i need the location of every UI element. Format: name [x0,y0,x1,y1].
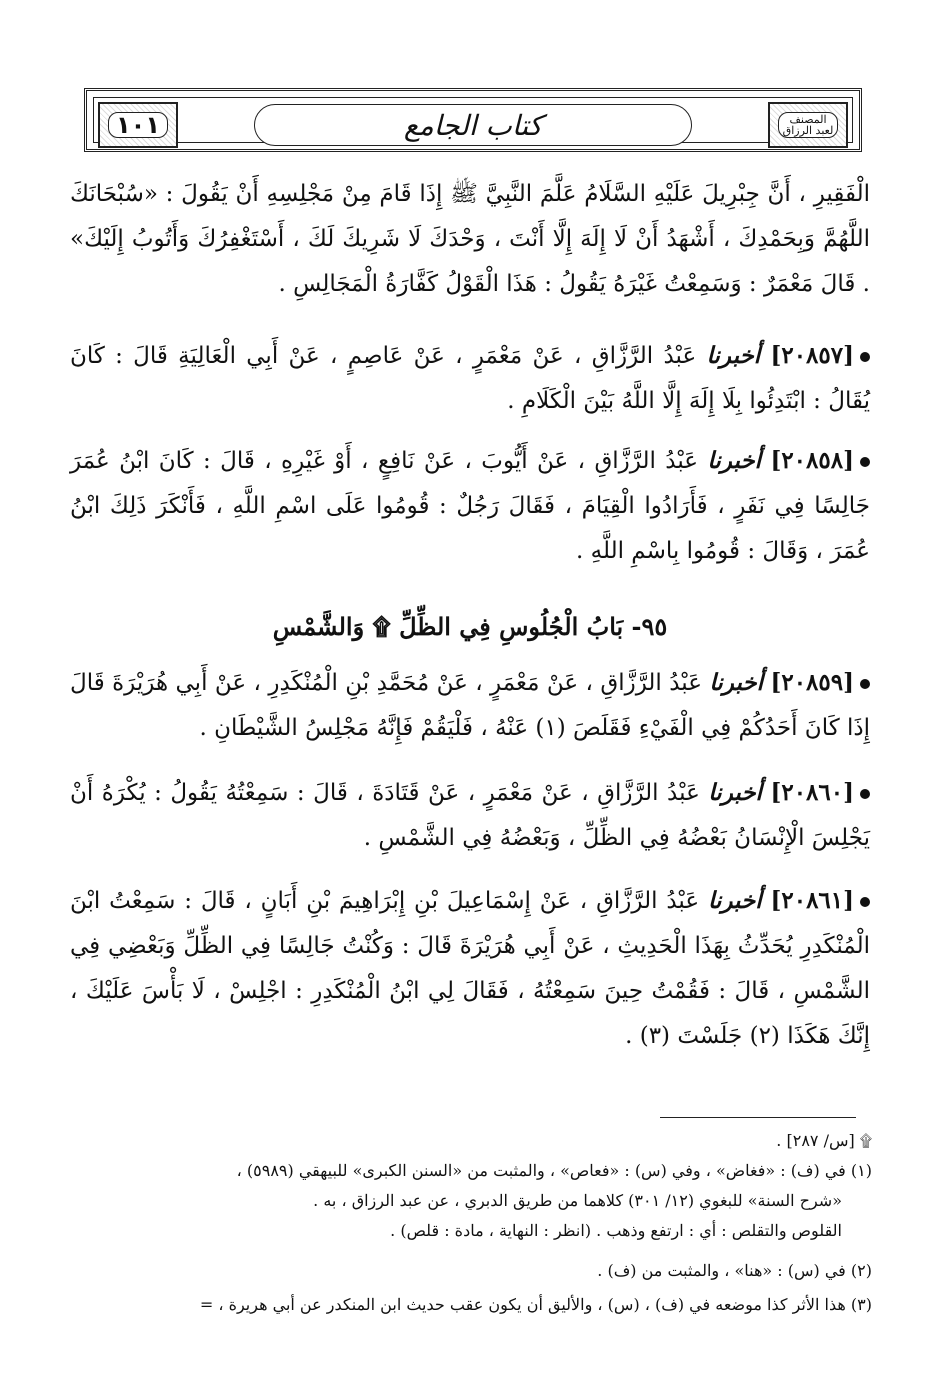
akhbarana-label: أخبرنا [708,779,762,806]
footnote: القلوص والتقلص : أي : ارتفع وذهب . (انظر : النهاية ، مادة : قلص) . [390,1221,842,1240]
bullet-icon [860,352,870,362]
akhbarana-label: أخبرنا [709,669,764,696]
hadith-text: عَبْدُ الرَّزَّاقِ ، عَنْ إِسْمَاعِيلَ بْنِ إِبْرَاهِيمَ بْنِ أَبَانٍ ، قَالَ : سَمِعْتُ ابْنَ الْمُنْكَدِرِ يُحَدِّثُ بِهَذَا الْحَدِيثِ ، عَنْ أَبِي هُرَيْرَةَ قَالَ : وَكُنْتُ جَالِسًا فِي الظِّلِّ وَبَعْضِي فِي الشَّمْسِ ، قَالَ : فَقُمْتُ حِينَ سَمِعْتُهُ ، فَقَالَ لِي ابْنُ الْمُنْكَدِرِ : اجْلِسْ ، لَا بَأْسَ عَلَيْكَ ، إِنَّكَ هَكَذَا (٢) جَلَسْتَ (٣) . [70,888,870,1049]
hadith-number: [٢٠٨٥٧] [770,342,855,369]
hadith-entry [70,660,870,751]
header-frame [93,97,853,143]
footnote: ۩ [س/ ٢٨٧] . [776,1131,872,1150]
hadith-text: عَبْدُ الرَّزَّاقِ ، عَنْ مَعْمَرٍ ، عَنْ قَتَادَةَ ، قَالَ : سَمِعْتُهُ يَقُولُ : يُكْرَهُ أَنْ يَجْلِسَ الْإِنْسَانُ بَعْضُهُ فِي الظِّلِّ ، وَبَعْضُهُ فِي الشَّمْسِ . [70,780,870,851]
section-heading: ٩٥- بَابُ الْجُلُوسِ فِي الظِّلِّ ۩ وَالشَّمْسِ [272,612,668,641]
akhbarana-label: أخبرنا [707,447,762,474]
opening-paragraph: الْفَقِيرِ ، أَنَّ جِبْرِيلَ عَلَيْهِ السَّلَامُ عَلَّمَ النَّبِيَّ ﷺ إِذَا قَامَ مِنْ مَجْلِسِهِ أَنْ يَقُولَ : «سُبْحَانَكَ اللَّهُمَّ وَبِحَمْدِكَ ، أَشْهَدُ أَنْ لَا إِلَهَ إِلَّا أَنْتَ ، وَحْدَكَ لَا شَرِيكَ لَكَ ، أَسْتَغْفِرُكَ وَأَتُوبُ إِلَيْكَ» . قَالَ مَعْمَرٌ : وَسَمِعْتُ غَيْرَهُ يَقُولُ : هَذَا الْقَوْلُ كَفَّارَةُ الْمَجَالِسِ . [70,181,870,297]
page-number-box [98,102,178,148]
hadith-entry [70,438,870,574]
akhbarana-label: أخبرنا [706,342,761,369]
page-header [84,88,862,152]
bullet-icon [860,789,870,799]
bullet-icon [860,679,870,689]
footnote: (٣) هذا الأثر كذا موضعه في (ف) ، (س) ، والأليق أن يكون عقب حديث ابن المنكدر عن أبي هريرة ، = [199,1295,872,1314]
akhbarana-label: أخبرنا [707,887,762,914]
hadith-text: عَبْدُ الرَّزَّاقِ ، عَنْ مَعْمَرٍ ، عَنْ مُحَمَّدِ بْنِ الْمُنْكَدِرِ ، عَنْ أَبِي هُرَيْرَةَ قَالَ إِذَا كَانَ أَحَدُكُمْ فِي الْفَيْءِ فَقَلَصَ (١) عَنْهُ ، فَلْيَقُمْ فَإِنَّهُ مَجْلِسُ الشَّيْطَانِ . [70,670,870,741]
hadith-number: [٢٠٨٥٩] [770,669,855,696]
hadith-text: عَبْدُ الرَّزَّاقِ ، عَنْ مَعْمَرٍ ، عَنْ عَاصِمٍ ، عَنْ أَبِي الْعَالِيَةِ قَالَ : كَانَ يُقَالُ : ابْتَدِئُوا بِلَا إِلَهَ إِلَّا اللَّهُ بَيْنَ الْكَلَامِ . [70,343,870,414]
hadith-entry [70,878,870,1059]
hadith-entry [70,770,870,861]
hadith-text: عَبْدُ الرَّزَّاقِ ، عَنْ أَيُّوبَ ، عَنْ نَافِعٍ ، أَوْ غَيْرِهِ ، قَالَ : كَانَ ابْنُ عُمَرَ جَالِسًا فِي نَفَرٍ ، فَأَرَادُوا الْقِيَامَ ، فَقَالَ رَجُلٌ : قُومُوا عَلَى اسْمِ اللَّهِ ، فَأَنْكَرَ ذَلِكَ ابْنُ عُمَرَ ، وَقَالَ : قُومُوا بِاسْمِ اللَّهِ . [70,448,870,564]
footnote: (١) في (ف) : «فغاض» ، وفي (س) : «فعاص» ، والمثبت من «السنن الكبرى» للبيهقي (٥٩٨٩) ، [236,1161,872,1180]
hadith-number: [٢٠٨٦٠] [770,779,855,806]
book-logo [768,102,848,148]
footnote: (٢) في (س) : «هنا» ، والمثبت من (ف) . [597,1261,872,1280]
hadith-entry [70,333,870,424]
book-logo-text: المصنف لعبد الرزاق [782,113,834,137]
bullet-icon [860,897,870,907]
page-number: ١٠١ [116,111,160,139]
chapter-title: كتاب الجامع [254,104,692,146]
bullet-icon [860,457,870,467]
footnote: «شرح السنة» للبغوي (١٢/ ٣٠١) كلاهما من طريق الدبري ، عن عبد الرزاق ، به . [313,1191,842,1210]
hadith-number: [٢٠٨٦١] [770,887,855,914]
hadith-number: [٢٠٨٥٨] [770,447,854,474]
footnote-divider [660,1117,856,1118]
